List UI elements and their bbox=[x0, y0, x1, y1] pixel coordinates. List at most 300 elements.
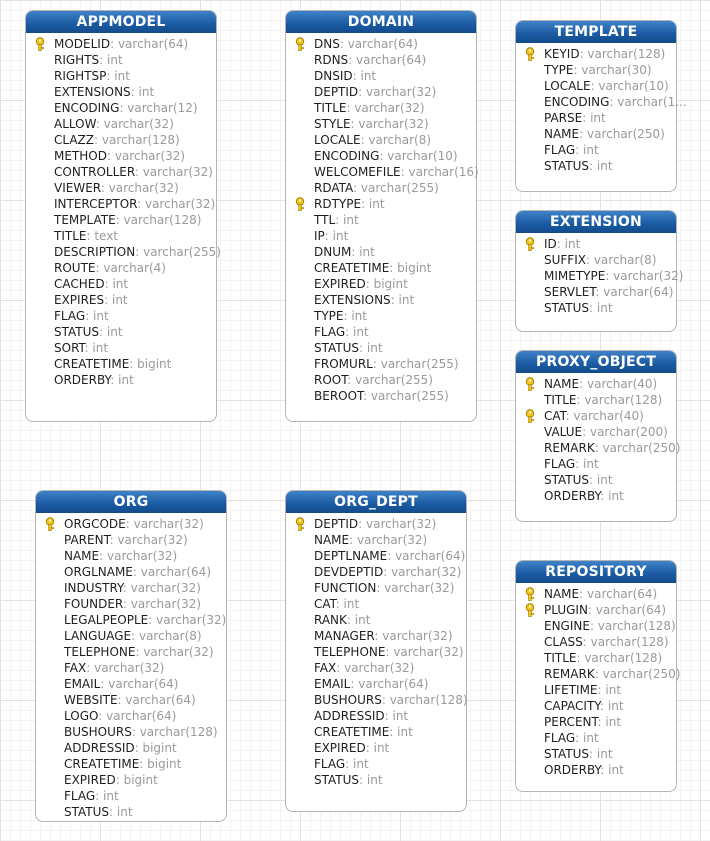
field-type: int bbox=[118, 373, 134, 387]
field-row[interactable] bbox=[516, 300, 676, 316]
field-type: int bbox=[353, 757, 369, 771]
field-type: int bbox=[343, 597, 360, 611]
field-name: BUSHOURS bbox=[64, 725, 132, 739]
field-separator: : bbox=[590, 79, 599, 93]
field-row[interactable] bbox=[26, 116, 216, 132]
field-row[interactable] bbox=[516, 376, 676, 392]
field-row[interactable] bbox=[286, 612, 466, 628]
field-type: int bbox=[359, 245, 375, 259]
field-type: varchar(128) bbox=[584, 393, 663, 407]
field-row[interactable] bbox=[36, 676, 226, 692]
field-type: int bbox=[366, 773, 383, 787]
field-row[interactable] bbox=[26, 100, 216, 116]
field-type: bigint bbox=[147, 757, 182, 771]
field-row[interactable] bbox=[36, 564, 226, 580]
field-type: int bbox=[343, 213, 359, 227]
field-row[interactable] bbox=[26, 212, 216, 228]
field-row[interactable] bbox=[516, 730, 676, 746]
entity-title: DOMAIN bbox=[286, 11, 476, 33]
field-type: varchar(32) bbox=[106, 549, 178, 563]
field-row[interactable] bbox=[286, 532, 466, 548]
field-separator: : bbox=[589, 473, 597, 487]
primary-key-icon bbox=[294, 517, 306, 531]
field-row[interactable] bbox=[286, 772, 466, 788]
field-list bbox=[516, 43, 687, 174]
field-row[interactable] bbox=[286, 596, 466, 612]
field-name: TITLE bbox=[314, 101, 347, 115]
field-row[interactable] bbox=[286, 196, 476, 212]
field-row[interactable] bbox=[286, 116, 476, 132]
field-row[interactable] bbox=[286, 100, 476, 116]
field-row[interactable] bbox=[26, 52, 216, 68]
field-separator: : bbox=[129, 357, 138, 371]
field-type: varchar(32) bbox=[114, 149, 186, 163]
field-separator: : bbox=[99, 53, 108, 67]
field-name: EXPIRED bbox=[314, 741, 366, 755]
field-name: RDATA bbox=[314, 181, 354, 195]
field-name: CAPACITY bbox=[544, 699, 601, 713]
field-row[interactable] bbox=[516, 682, 676, 698]
field-name: CAT bbox=[544, 409, 566, 423]
field-name: DESCRIPTION bbox=[54, 245, 136, 259]
field-row[interactable] bbox=[286, 260, 476, 276]
field-name: LEGALPEOPLE bbox=[64, 613, 149, 627]
field-type: int bbox=[607, 699, 624, 713]
field-separator: : bbox=[95, 789, 104, 803]
field-row[interactable] bbox=[36, 708, 226, 724]
field-row[interactable] bbox=[36, 516, 226, 532]
field-row[interactable] bbox=[36, 724, 226, 740]
field-name: TITLE bbox=[544, 651, 577, 665]
field-name: PARSE bbox=[544, 111, 583, 125]
field-row[interactable] bbox=[36, 644, 226, 660]
field-type: bigint bbox=[142, 741, 177, 755]
field-name: MIMETYPE bbox=[544, 269, 606, 283]
field-separator: : bbox=[94, 133, 102, 147]
field-row[interactable] bbox=[36, 692, 226, 708]
entity-org[interactable] bbox=[35, 490, 227, 822]
field-name: DNSID bbox=[314, 69, 353, 83]
field-type: int bbox=[596, 747, 613, 761]
field-row[interactable] bbox=[286, 356, 476, 372]
field-type: varchar(32) bbox=[356, 533, 428, 547]
field-name: CREATETIME bbox=[64, 757, 140, 771]
field-name: ORDERBY bbox=[544, 763, 601, 777]
field-type: int bbox=[351, 309, 367, 323]
field-row[interactable] bbox=[26, 228, 216, 244]
field-name: FROMURL bbox=[314, 357, 373, 371]
field-name: INTERCEPTOR bbox=[54, 197, 138, 211]
field-separator: : bbox=[137, 197, 145, 211]
field-separator: : bbox=[346, 101, 355, 115]
field-name: DEPTID bbox=[314, 85, 359, 99]
primary-key-icon bbox=[44, 517, 56, 531]
field-row[interactable] bbox=[26, 68, 216, 84]
field-name: FUNCTION bbox=[314, 581, 377, 595]
field-separator: : bbox=[335, 213, 343, 227]
field-name: ENCODING bbox=[54, 101, 120, 115]
entity-title: REPOSITORY bbox=[516, 561, 676, 583]
field-row[interactable] bbox=[516, 252, 676, 268]
field-row[interactable] bbox=[516, 78, 676, 94]
field-separator: : bbox=[132, 565, 141, 579]
field-row[interactable] bbox=[36, 548, 226, 564]
field-row[interactable] bbox=[286, 756, 466, 772]
field-row[interactable] bbox=[286, 564, 466, 580]
field-type: varchar(200) bbox=[589, 425, 668, 439]
field-name: FLAG bbox=[54, 309, 86, 323]
field-list bbox=[516, 373, 681, 504]
field-separator: : bbox=[110, 37, 118, 51]
field-row[interactable] bbox=[286, 692, 466, 708]
field-name: METHOD bbox=[54, 149, 107, 163]
field-separator: : bbox=[585, 253, 594, 267]
field-row[interactable] bbox=[26, 84, 216, 100]
field-name: FLAG bbox=[314, 325, 346, 339]
field-name: DEPTID bbox=[314, 517, 359, 531]
field-list bbox=[286, 513, 466, 788]
entity-repository[interactable] bbox=[515, 560, 681, 792]
field-type: int bbox=[397, 725, 413, 739]
field-type: varchar(32) bbox=[94, 661, 165, 675]
field-row[interactable] bbox=[516, 440, 681, 456]
field-name: LANGUAGE bbox=[64, 629, 132, 643]
field-separator: : bbox=[389, 261, 398, 275]
field-separator: : bbox=[109, 805, 117, 819]
field-separator: : bbox=[347, 373, 356, 387]
field-row[interactable] bbox=[36, 772, 226, 788]
field-row[interactable] bbox=[516, 284, 676, 300]
field-separator: : bbox=[324, 229, 333, 243]
field-list bbox=[26, 33, 221, 388]
field-type: bigint bbox=[137, 357, 172, 371]
field-row[interactable] bbox=[516, 488, 676, 504]
field-row[interactable] bbox=[516, 472, 676, 488]
field-name: ID bbox=[544, 237, 557, 251]
field-separator: : bbox=[400, 165, 409, 179]
field-name: EMAIL bbox=[64, 677, 101, 691]
field-name: TYPE bbox=[544, 63, 574, 77]
field-type: varchar(128) bbox=[123, 213, 202, 227]
entity-title: PROXY_OBJECT bbox=[516, 351, 676, 373]
field-type: varchar(255) bbox=[370, 389, 449, 403]
field-type: int bbox=[366, 341, 383, 355]
field-row[interactable] bbox=[286, 276, 476, 292]
field-type: varchar(32) bbox=[613, 269, 684, 283]
field-row[interactable] bbox=[286, 548, 466, 564]
field-row[interactable] bbox=[36, 628, 226, 644]
field-separator: : bbox=[575, 457, 584, 471]
field-separator: : bbox=[106, 69, 115, 83]
field-name: DNS bbox=[314, 37, 340, 51]
field-type: varchar(32) bbox=[108, 181, 179, 195]
field-row[interactable] bbox=[36, 660, 226, 676]
entity-domain[interactable] bbox=[285, 10, 477, 422]
field-row[interactable] bbox=[516, 618, 676, 634]
field-name: VIEWER bbox=[54, 181, 101, 195]
field-type: varchar(64) bbox=[603, 285, 674, 299]
field-row[interactable] bbox=[516, 698, 676, 714]
field-type: int bbox=[332, 229, 349, 243]
field-row[interactable] bbox=[286, 724, 466, 740]
field-name: CREATETIME bbox=[314, 725, 390, 739]
field-separator: : bbox=[579, 47, 588, 61]
field-type: varchar(4) bbox=[103, 261, 166, 275]
field-row[interactable] bbox=[286, 516, 466, 532]
field-type: varchar(64) bbox=[595, 603, 667, 617]
field-row[interactable] bbox=[516, 714, 676, 730]
entity-title: EXTENSION bbox=[516, 211, 676, 233]
field-name: CREATETIME bbox=[314, 261, 390, 275]
field-row[interactable] bbox=[516, 424, 676, 440]
field-name: ENGINE bbox=[544, 619, 590, 633]
field-type: varchar(40) bbox=[586, 377, 658, 391]
field-separator: : bbox=[122, 597, 131, 611]
field-row[interactable] bbox=[286, 292, 476, 308]
field-type: varchar(32) bbox=[133, 517, 204, 531]
field-separator: : bbox=[576, 651, 585, 665]
field-row[interactable] bbox=[286, 164, 479, 180]
field-row[interactable] bbox=[36, 580, 226, 596]
field-type: varchar(32) bbox=[354, 101, 425, 115]
field-row[interactable] bbox=[26, 324, 216, 340]
field-type: int bbox=[92, 341, 109, 355]
field-separator: : bbox=[358, 517, 367, 531]
field-row[interactable] bbox=[26, 276, 216, 292]
field-row[interactable] bbox=[516, 408, 676, 424]
field-type: varchar(32) bbox=[393, 645, 464, 659]
field-row[interactable] bbox=[286, 388, 476, 404]
field-type: int bbox=[111, 293, 128, 307]
field-name: FAX bbox=[314, 661, 337, 675]
field-separator: : bbox=[389, 725, 398, 739]
field-separator: : bbox=[350, 677, 359, 691]
field-separator: : bbox=[335, 597, 344, 611]
field-name: LOGO bbox=[64, 709, 99, 723]
field-name: CAT bbox=[314, 597, 336, 611]
field-type: int bbox=[564, 237, 581, 251]
field-separator: : bbox=[117, 693, 126, 707]
field-name: ROOT bbox=[314, 373, 348, 387]
field-row[interactable] bbox=[516, 46, 676, 62]
field-separator: : bbox=[565, 409, 574, 423]
field-name: STATUS bbox=[544, 159, 590, 173]
entity-appmodel[interactable] bbox=[25, 10, 221, 422]
field-separator: : bbox=[100, 677, 109, 691]
field-type: varchar(40) bbox=[573, 409, 644, 423]
field-row[interactable] bbox=[516, 236, 676, 252]
field-separator: : bbox=[359, 341, 367, 355]
field-row[interactable] bbox=[26, 36, 216, 52]
field-row[interactable] bbox=[516, 94, 687, 110]
field-row[interactable] bbox=[286, 308, 476, 324]
field-name: NAME bbox=[314, 533, 350, 547]
field-row[interactable] bbox=[286, 52, 476, 68]
field-type: varchar(64) bbox=[586, 587, 658, 601]
field-name: ADDRESSID bbox=[314, 709, 385, 723]
field-row[interactable] bbox=[26, 308, 216, 324]
field-separator: : bbox=[582, 425, 590, 439]
field-type: varchar(32) bbox=[142, 165, 213, 179]
field-separator: : bbox=[100, 181, 109, 195]
field-row[interactable] bbox=[286, 644, 466, 660]
field-separator: : bbox=[587, 603, 596, 617]
field-row[interactable] bbox=[516, 762, 676, 778]
field-row[interactable] bbox=[26, 260, 216, 276]
field-row[interactable] bbox=[516, 110, 676, 126]
field-row[interactable] bbox=[286, 708, 466, 724]
field-row[interactable] bbox=[286, 340, 476, 356]
field-row[interactable] bbox=[286, 628, 466, 644]
field-separator: : bbox=[98, 709, 107, 723]
field-row[interactable] bbox=[286, 132, 476, 148]
field-separator: : bbox=[99, 549, 107, 563]
field-row[interactable] bbox=[36, 740, 226, 756]
field-row[interactable] bbox=[36, 532, 226, 548]
field-row[interactable] bbox=[286, 372, 476, 388]
field-row[interactable] bbox=[286, 580, 466, 596]
field-row[interactable] bbox=[286, 228, 476, 244]
field-row[interactable] bbox=[26, 180, 216, 196]
field-type: int bbox=[106, 325, 123, 339]
field-name: STATUS bbox=[64, 805, 110, 819]
field-row[interactable] bbox=[26, 164, 216, 180]
field-type: varchar(10) bbox=[598, 79, 669, 93]
field-row[interactable] bbox=[516, 268, 684, 284]
field-row[interactable] bbox=[26, 196, 216, 212]
field-row[interactable] bbox=[286, 660, 466, 676]
field-type: int bbox=[103, 789, 119, 803]
field-row[interactable] bbox=[286, 324, 476, 340]
field-type: varchar(64) bbox=[356, 53, 427, 67]
field-type: int bbox=[605, 715, 622, 729]
field-name: TELEPHONE bbox=[64, 645, 136, 659]
field-row[interactable] bbox=[516, 62, 676, 78]
field-row[interactable] bbox=[286, 68, 476, 84]
field-name: VALUE bbox=[544, 425, 583, 439]
field-type: varchar(64) bbox=[140, 565, 211, 579]
field-separator: : bbox=[575, 731, 584, 745]
field-row[interactable] bbox=[26, 244, 221, 260]
entity-org-dept[interactable] bbox=[285, 490, 467, 812]
field-separator: : bbox=[131, 725, 140, 739]
entity-proxy-object[interactable] bbox=[515, 350, 681, 522]
field-name: WELCOMEFILE bbox=[314, 165, 401, 179]
field-name: EXTENSIONS bbox=[54, 85, 131, 99]
field-separator: : bbox=[363, 389, 371, 403]
field-separator: : bbox=[390, 293, 399, 307]
field-row[interactable] bbox=[516, 142, 676, 158]
field-row[interactable] bbox=[516, 456, 676, 472]
field-name: FLAG bbox=[64, 789, 96, 803]
field-name: NAME bbox=[544, 587, 580, 601]
field-type: varchar(128) bbox=[597, 619, 676, 633]
field-separator: : bbox=[348, 53, 357, 67]
field-separator: : bbox=[582, 111, 591, 125]
field-type: int bbox=[107, 53, 123, 67]
field-row[interactable] bbox=[286, 740, 466, 756]
field-row[interactable] bbox=[36, 788, 226, 804]
field-row[interactable] bbox=[36, 756, 226, 772]
field-row[interactable] bbox=[36, 596, 226, 612]
field-name: STATUS bbox=[314, 341, 360, 355]
field-row[interactable] bbox=[36, 612, 226, 628]
field-name: ENCODING bbox=[314, 149, 380, 163]
field-list bbox=[516, 233, 684, 316]
field-row[interactable] bbox=[26, 132, 216, 148]
field-name: TELEPHONE bbox=[314, 645, 386, 659]
field-type: varchar(32) bbox=[384, 581, 455, 595]
field-row[interactable] bbox=[516, 602, 676, 618]
field-name: SERVLET bbox=[544, 285, 596, 299]
field-separator: : bbox=[360, 133, 369, 147]
field-row[interactable] bbox=[516, 634, 676, 650]
field-row[interactable] bbox=[26, 340, 216, 356]
field-row[interactable] bbox=[26, 292, 216, 308]
field-row[interactable] bbox=[516, 586, 676, 602]
field-row[interactable] bbox=[36, 804, 226, 820]
field-name: EXPIRES bbox=[54, 293, 105, 307]
field-row[interactable] bbox=[286, 212, 476, 228]
field-row[interactable] bbox=[516, 126, 676, 142]
field-type: int bbox=[114, 69, 130, 83]
field-separator: : bbox=[365, 741, 374, 755]
entity-template[interactable] bbox=[515, 20, 687, 192]
field-row[interactable] bbox=[286, 148, 476, 164]
field-type: bigint bbox=[397, 261, 432, 275]
field-row[interactable] bbox=[516, 666, 681, 682]
field-row[interactable] bbox=[516, 158, 676, 174]
field-separator: : bbox=[374, 629, 383, 643]
field-name: ORGLNAME bbox=[64, 565, 133, 579]
field-type: varchar(1... bbox=[617, 95, 687, 109]
field-separator: : bbox=[372, 357, 381, 371]
field-separator: : bbox=[99, 325, 107, 339]
field-name: MODELID bbox=[54, 37, 111, 51]
primary-key-icon bbox=[524, 409, 536, 423]
field-type: varchar(250) bbox=[586, 127, 665, 141]
field-type: varchar(32) bbox=[103, 117, 174, 131]
field-row[interactable] bbox=[286, 84, 476, 100]
entity-extension[interactable] bbox=[515, 210, 684, 332]
field-row[interactable] bbox=[516, 650, 676, 666]
field-type: varchar(32) bbox=[344, 661, 415, 675]
field-row[interactable] bbox=[286, 36, 476, 52]
field-type: varchar(64) bbox=[108, 677, 179, 691]
entity-title: ORG_DEPT bbox=[286, 491, 466, 513]
field-separator: : bbox=[351, 245, 360, 259]
field-name: ALLOW bbox=[54, 117, 96, 131]
field-row[interactable] bbox=[516, 746, 676, 762]
field-type: int bbox=[360, 69, 377, 83]
field-separator: : bbox=[352, 69, 361, 83]
field-type: int bbox=[93, 309, 109, 323]
field-row[interactable] bbox=[286, 676, 466, 692]
field-separator: : bbox=[346, 613, 355, 627]
field-type: varchar(128) bbox=[590, 635, 669, 649]
field-row[interactable] bbox=[26, 356, 216, 372]
field-separator: : bbox=[594, 441, 603, 455]
field-row[interactable] bbox=[26, 148, 216, 164]
field-separator: : bbox=[579, 377, 587, 391]
field-row[interactable] bbox=[26, 372, 216, 388]
field-row[interactable] bbox=[286, 180, 476, 196]
field-row[interactable] bbox=[286, 244, 476, 260]
field-row[interactable] bbox=[516, 392, 676, 408]
field-type: varchar(255) bbox=[355, 373, 433, 387]
field-name: EXPIRED bbox=[64, 773, 116, 787]
field-type: int bbox=[392, 709, 409, 723]
